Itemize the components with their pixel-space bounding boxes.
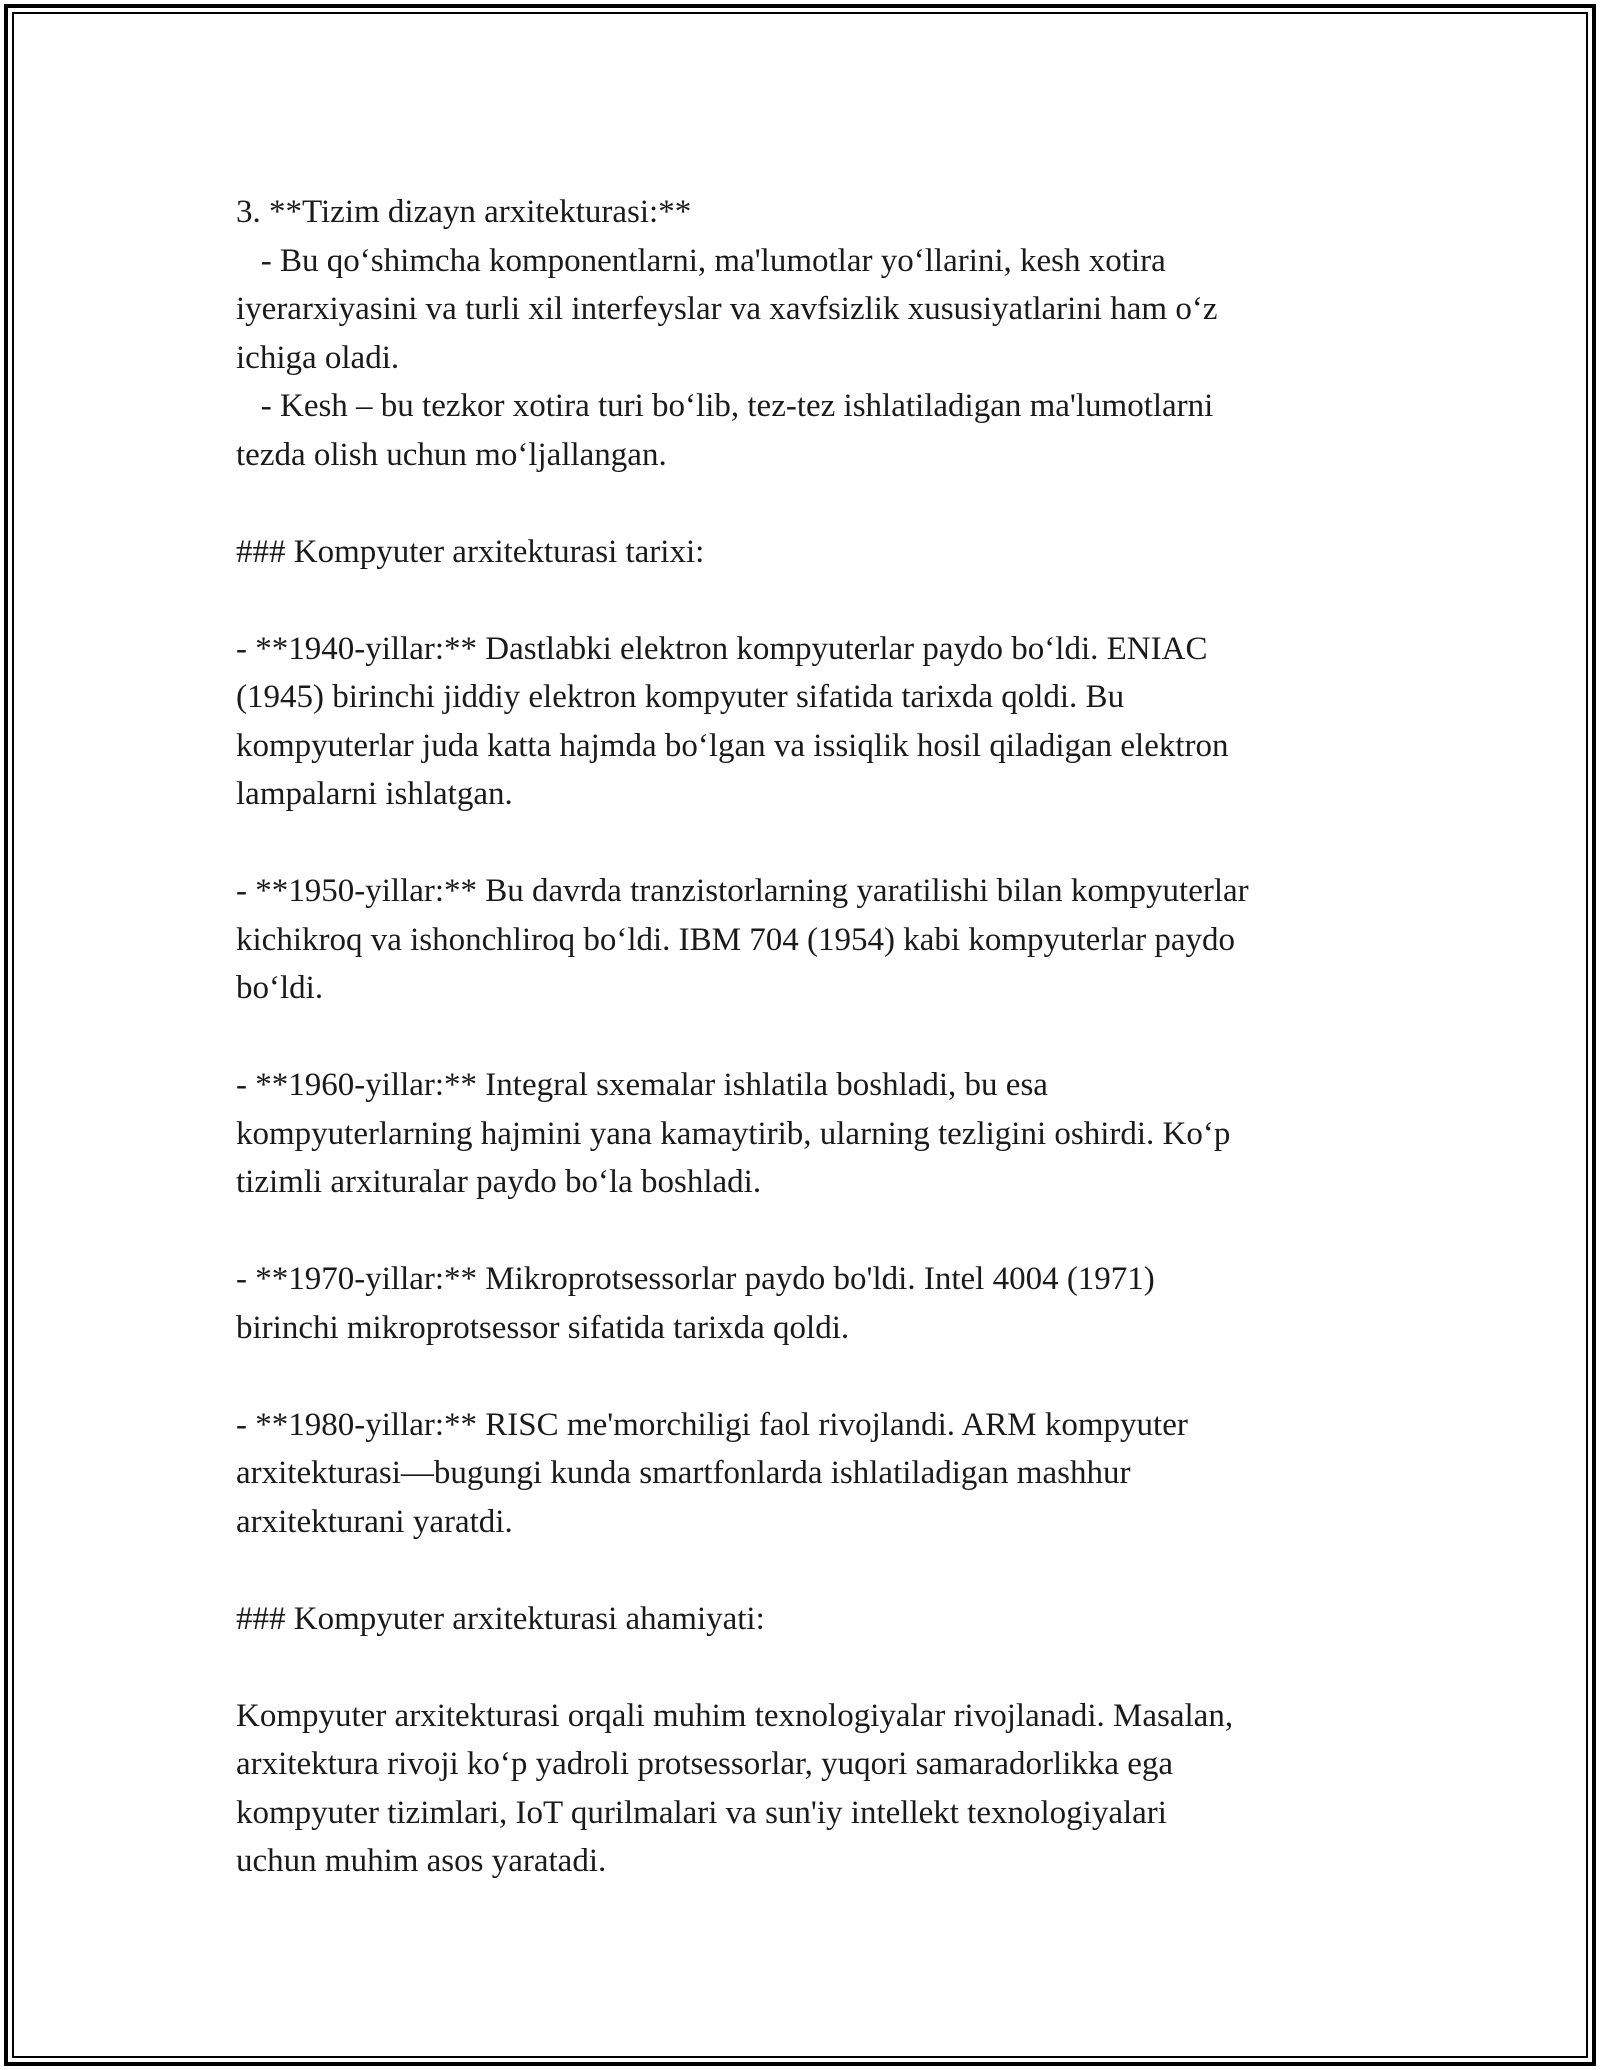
list-item-1970s: - **1970-yillar:** Mikroprotsessorlar paydo bo'ldi. Intel 4004 (1971) <box>236 1261 1155 1297</box>
paragraph-line: lampalarni ishlatgan. <box>236 776 513 812</box>
paragraph-line: uchun muhim asos yaratadi. <box>236 1843 607 1879</box>
paragraph-line: - Bu qo‘shimcha komponentlarni, ma'lumotlar yo‘llarini, kesh xotira <box>236 242 1166 279</box>
list-item-1940s: - **1940-yillar:** Dastlabki elektron kompyuterlar paydo bo‘ldi. ENIAC <box>236 630 1208 667</box>
paragraph-line: arxitekturani yaratdi. <box>236 1503 513 1540</box>
paragraph-line: kompyuterlar juda katta hajmda bo‘lgan va issiqlik hosil qiladigan elektron <box>236 727 1229 764</box>
blank-line <box>236 1207 1376 1256</box>
blank-line <box>236 1546 1376 1595</box>
paragraph-line: iyerarxiyasini va turli xil interfeyslar va xavfsizlik xususiyatlarini ham o‘z <box>236 291 1218 327</box>
blank-line <box>236 479 1376 528</box>
list-item-1980s: - **1980-yillar:** RISC me'morchiligi faol rivojlandi. ARM kompyuter <box>236 1406 1188 1443</box>
paragraph-line: kompyuterlarning hajmini yana kamaytirib, ularning tezligini oshirdi. Ko‘p <box>236 1115 1231 1152</box>
paragraph-line: - Kesh – bu tezkor xotira turi bo‘lib, tez-tez ishlatiladigan ma'lumotlarni <box>236 388 1214 424</box>
list-item-1950s: - **1950-yillar:** Bu davrda tranzistorlarning yaratilishi bilan kompyuterlar <box>236 873 1249 909</box>
document-body <box>236 188 1376 1886</box>
section-heading-system-design: 3. **Tizim dizayn arxitekturasi:** <box>236 194 692 230</box>
paragraph-line: bo‘ldi. <box>236 970 324 1006</box>
paragraph-line: arxitekturasi—bugungi kunda smartfonlarda ishlatiladigan mashhur <box>236 1455 1131 1491</box>
paragraph-line: (1945) birinchi jiddiy elektron kompyuter sifatida tarixda qoldi. Bu <box>236 679 1125 715</box>
paragraph-line: arxitektura rivoji ko‘p yadroli protsessorlar, yuqori samaradorlikka ega <box>236 1746 1174 1782</box>
blank-line <box>236 1013 1376 1062</box>
blank-line <box>236 819 1376 868</box>
section-heading-importance: ### Kompyuter arxitekturasi ahamiyati: <box>236 1600 765 1637</box>
paragraph-line: birinchi mikroprotsessor sifatida tarixda qoldi. <box>236 1309 850 1346</box>
paragraph-line: kompyuter tizimlari, IoT qurilmalari va sun'iy intellekt texnologiyalari <box>236 1794 1167 1831</box>
blank-line <box>236 576 1376 625</box>
paragraph-line: Kompyuter arxitekturasi orqali muhim texnologiyalar rivojlanadi. Masalan, <box>236 1697 1234 1734</box>
list-item-1960s: - **1960-yillar:** Integral sxemalar ishlatila boshladi, bu esa <box>236 1067 1048 1103</box>
blank-line <box>236 1643 1376 1692</box>
blank-line <box>236 1352 1376 1401</box>
paragraph-line: tezda olish uchun mo‘ljallangan. <box>236 436 667 473</box>
paragraph-line: ichiga oladi. <box>236 339 400 376</box>
paragraph-line: kichikroq va ishonchliroq bo‘ldi. IBM 704 (1954) kabi kompyuterlar paydo <box>236 921 1235 958</box>
section-heading-history: ### Kompyuter arxitekturasi tarixi: <box>236 533 705 570</box>
paragraph-line: tizimli arxituralar paydo bo‘la boshladi. <box>236 1164 762 1200</box>
